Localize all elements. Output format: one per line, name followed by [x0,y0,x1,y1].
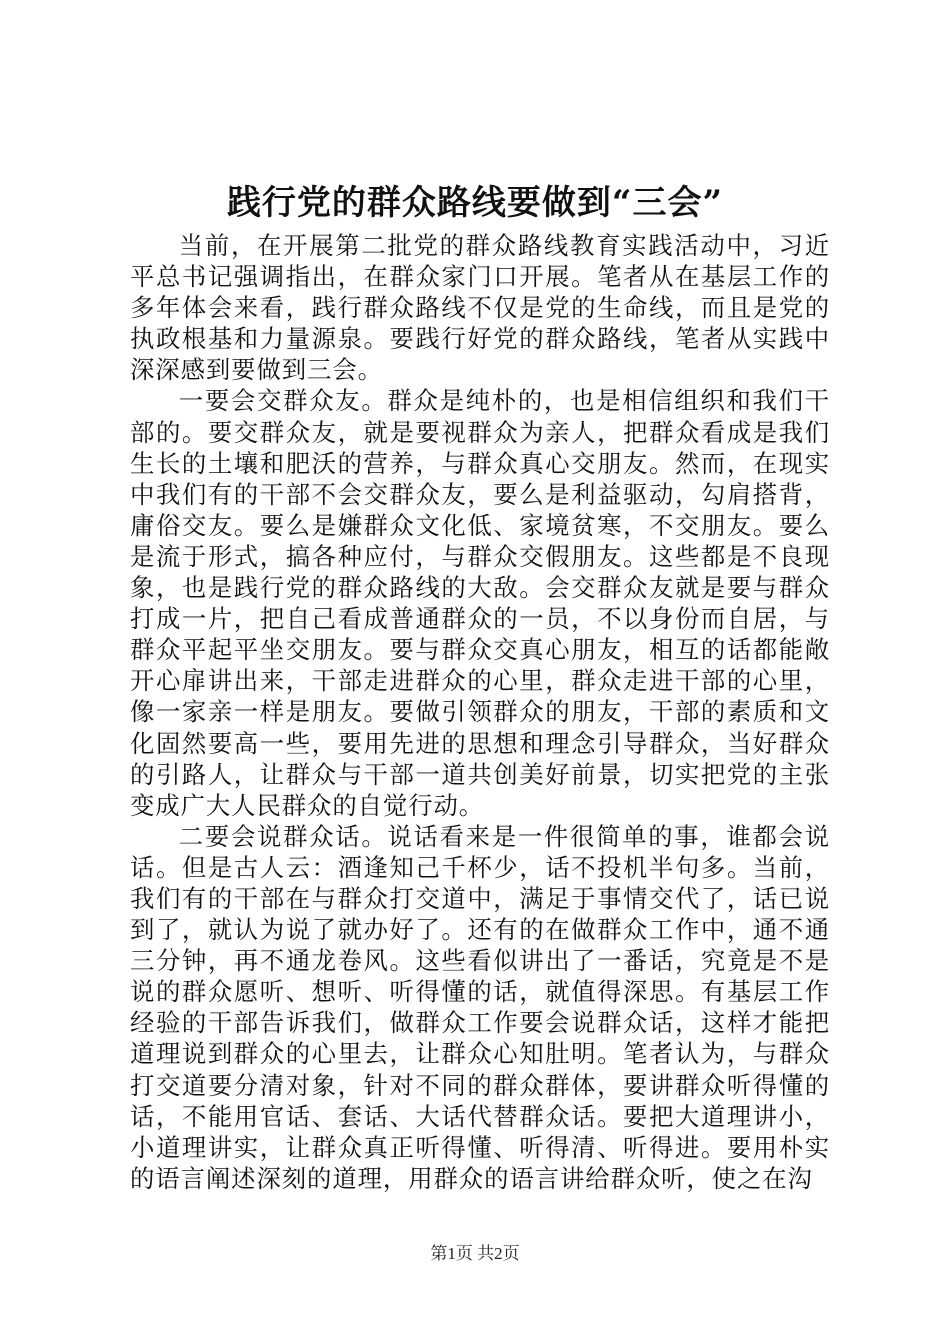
paragraph-speech: 二要会说群众话。说话看来是一件很简单的事，谁都会说话。但是古人云：酒逢知己千杯少，话不投机半句多。当前，我们有的干部在与群众打交道中，满足于事情交代了，话已说到了，就认为说了就办好了。还有的在做群众工作中，通不通三分钟，再不通龙卷风。这些看似讲出了一番话，究竟是不是说的群众愿听、想听、听得懂的话，就值得深思。有基层工作经验的干部告诉我们，做群众工作要会说群众话，这样才能把道理说到群众的心里去，让群众心知肚明。笔者认为，与群众打交道要分清对象，针对不同的群众群体，要讲群众听得懂的话，不能用官话、套话、大话代替群众话。要把大道理讲小，小道理讲实，让群众真正听得懂、听得清、听得进。要用朴实的语言阐述深刻的道理，用群众的语言讲给群众听，使之在沟 [130,821,830,1193]
paragraph-friends: 一要会交群众友。群众是纯朴的，也是相信组织和我们干部的。要交群众友，就是要视群众为亲人，把群众看成是我们生长的土壤和肥沃的营养，与群众真心交朋友。然而，在现实中我们有的干部不会交群众友，要么是利益驱动，勾肩搭背，庸俗交友。要么是嫌群众文化低、家境贫寒，不交朋友。要么是流于形式，搞各种应付，与群众交假朋友。这些都是不良现象，也是践行党的群众路线的大敌。会交群众友就是要与群众打成一片，把自己看成普通群众的一员，不以身份而自居，与群众平起平坐交朋友。要与群众交真心朋友，相互的话都能敞开心扉讲出来，干部走进群众的心里，群众走进干部的心里，像一家亲一样是朋友。要做引领群众的朋友，干部的素质和文化固然要高一些，要用先进的思想和理念引导群众，当好群众的引路人，让群众与干部一道共创美好前景，切实把党的主张变成广大人民群众的自觉行动。 [130,386,830,820]
page-number-footer: 第1页 共2页 [430,1244,520,1263]
document-body [130,230,830,1194]
paragraph-intro: 当前，在开展第二批党的群众路线教育实践活动中，习近平总书记强调指出，在群众家门口开展。笔者从在基层工作的多年体会来看，践行群众路线不仅是党的生命线，而且是党的执政根基和力量源泉。要践行好党的群众路线，笔者从实践中深深感到要做到三会。 [130,231,830,385]
document-title: 践行党的群众路线要做到“三会” [226,183,724,223]
